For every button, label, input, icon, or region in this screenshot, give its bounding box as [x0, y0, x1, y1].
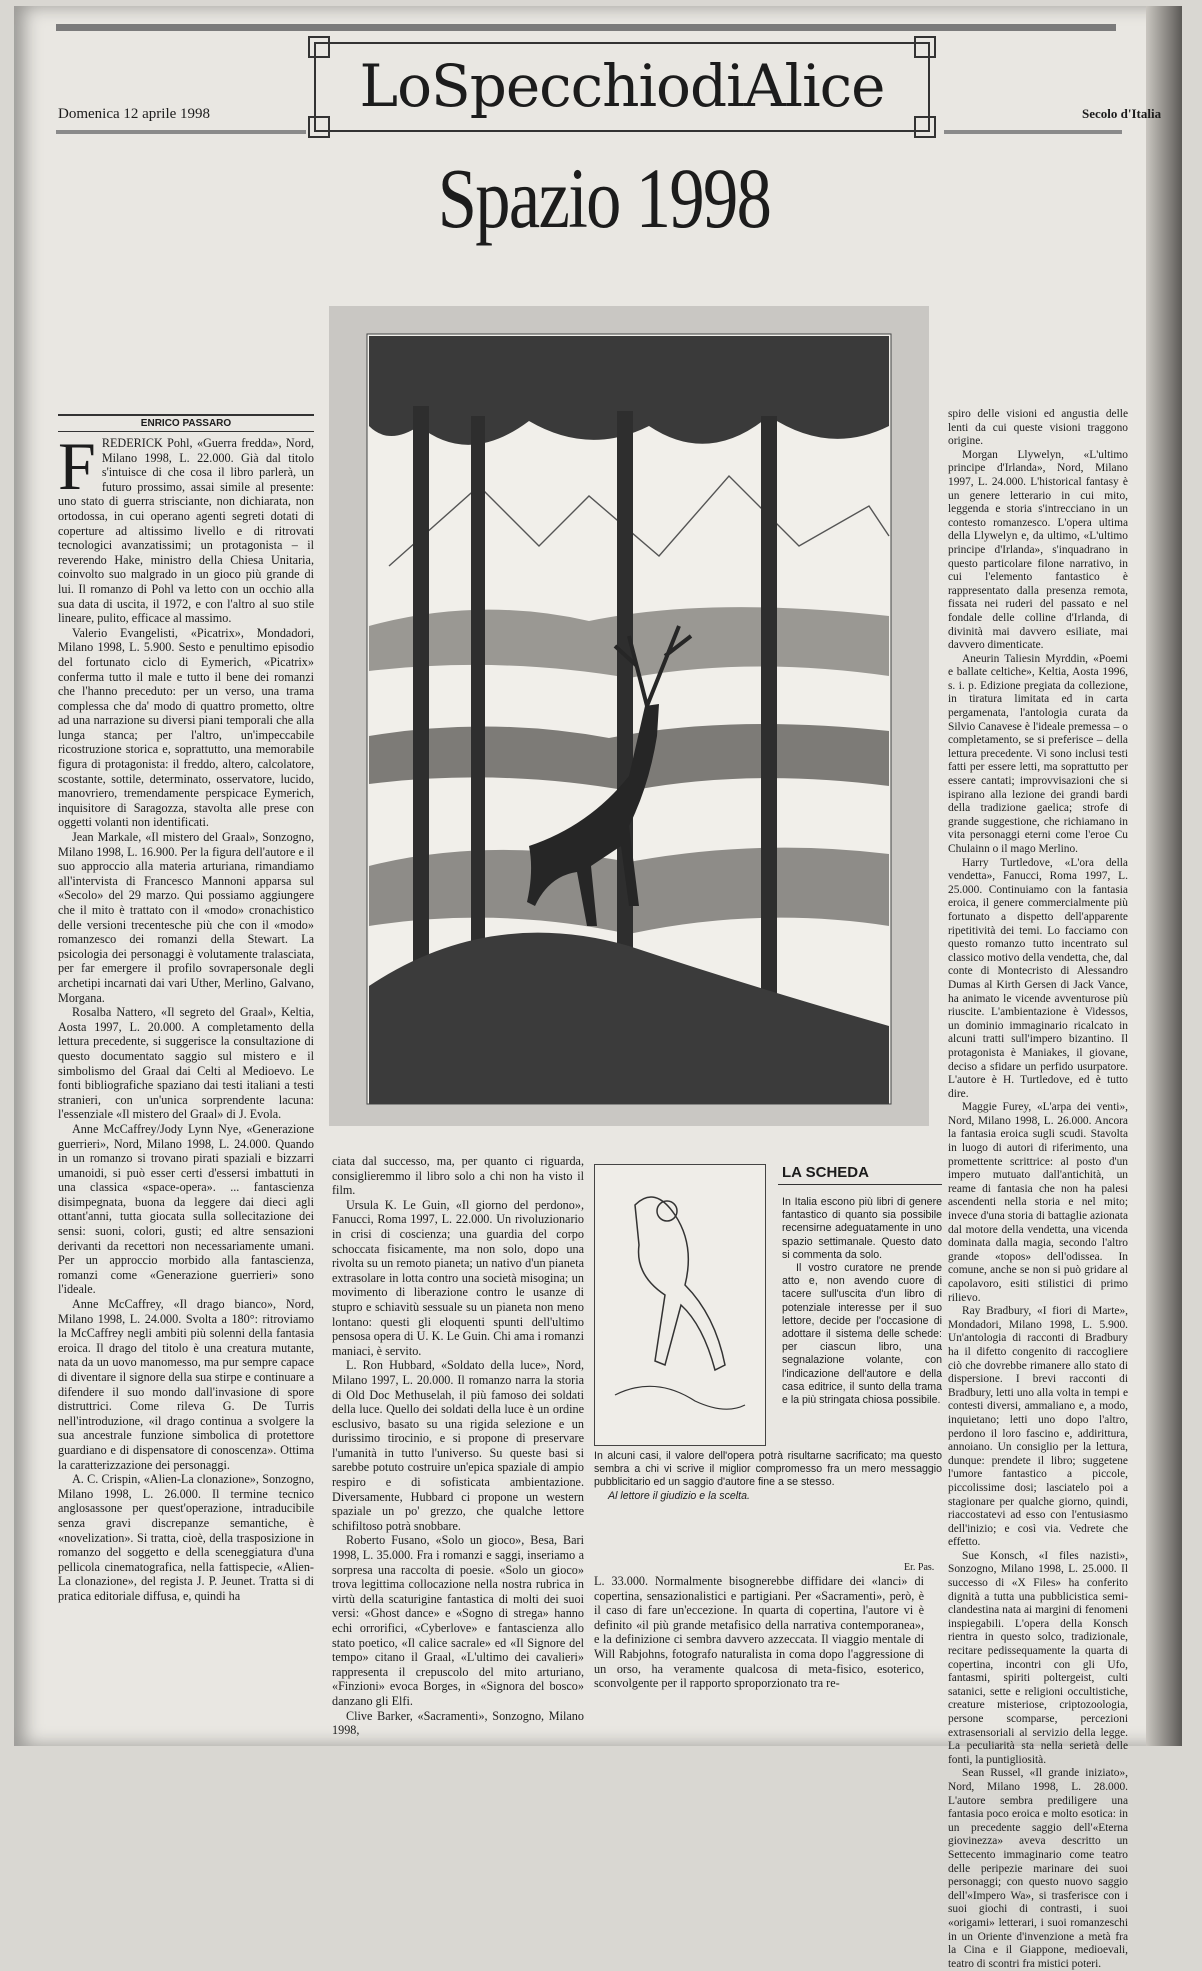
review-paragraph: spiro delle visioni ed angustia delle lenti da cui queste visioni traggono origine. [948, 408, 1128, 448]
review-paragraph: Roberto Fusano, «Solo un gioco», Besa, Bari 1998, L. 35.000. Fra i romanzi e saggi, inseriamo a sorpresa una raccolta di poesie. «Solo un gioco» trova legittima collocazione nella nostra rubrica in virtù della scaturigine fantastica di molti dei suoi versi: «Ghost dance» e «Sogno di strega» hanno echi orrorifici, «Cyberlove» e fantascienza allo stato poetico, «Il calice sacrale» ed «Il Signore del tempo» citano il Graal, «L'ultimo dei cavalieri» rappresenta il crepuscolo del mito arturiano, «Finzioni» evoca Borges, in «Signora del bosco» danzano gli Elfi. [332, 1533, 584, 1708]
review-paragraph: Clive Barker, «Sacramenti», Sonzogno, Milano 1998, [332, 1708, 584, 1738]
scheda-paragraph: Il vostro curatore ne prende atto e, non avendo cuore di tacere sull'uscita d'un libro di potenziale interesse per il suo lettore, decide per l'occasione di adottare il sistema delle schede: per ciascun libro, una segnalazione volante, con l'indicazione dell'autore e della casa editrice, il sunto della trama e la più stringata chiosa possibile. [782, 1262, 942, 1407]
ornament-corner [308, 36, 330, 58]
review-paragraph: L. Ron Hubbard, «Soldato della luce», Nord, Milano 1997, L. 20.000. Il romanzo narra la storia di Old Doc Methuselah, il più famoso dei soldati della luce. Quello dei soldati della luce è un ordine esclusivo, basato su una rigida selezione e un durissimo tirocinio, e si propone di preservare l'umanità in tutto l'universo. Su queste basi si sarebbe potuto costruire un'epica spaziale di ampio respiro e di sofisticata ambientazione. Diversamente, Hubbard ci propone un western spaziale un po' grezzo, che qualche lettore schifiltoso potrà snobbare. [332, 1358, 584, 1533]
review-paragraph: Ray Bradbury, «I fiori di Marte», Mondadori, Milano 1998, L. 5.900. Un'antologia di racconti di Bradbury ha il difetto congenito di raccogliere ciò che dovrebbe rimanere allo stato di dispersione. I brevi racconti di Bradbury, letti uno alla volta in tempi e contesti diversi, ammaliano e, a modo, inquietano; letti uno dopo l'altro, perdono il loro fascino e, addirittura, annoiano. Un consiglio per la lettura, dunque: prendete il libro; suggetene l'umore fantastico a piccole, piccolissime dosi; lasciatelo poi a stagionare per qualche giorno, quindi, riaccostatevi ad esso con l'entusiasmo dell'inizio; e così via. Vedrete che effetto. [948, 1305, 1128, 1549]
review-paragraph: Valerio Evangelisti, «Picatrix», Mondadori, Milano 1998, L. 5.900. Sesto e penultimo episodio del fortunato ciclo di Eymerich, «Picatrix» conferma tutto il male e tutto il bene dei romanzi che l'hanno preceduto: per un verso, una trama complessa che da' modo di quattro prometto, oltre ad una narrazione su diversi piani temporali che alla lunga stanca; per l'altro, un'impeccabile ricostruzione storica e, soprattutto, una memorabile figura di protagonista: il freddo, altero, calcolatore, scostante, sottile, determinato, osservatore, lucido, manovriero, tremendamente perspicace Eymerich, inquisitore di Saragozza, stavolta alle prese con oggetti volanti non identificati. [58, 625, 314, 830]
scheda-rule [778, 1184, 942, 1185]
newspaper-page [14, 6, 1182, 1970]
page-headline: Spazio 1998 [437, 150, 771, 246]
newspaper-underline [944, 130, 1122, 134]
top-rule [56, 24, 1116, 31]
review-paragraph: ciata dal successo, ma, per quanto ci riguarda, consiglieremmo il libro solo a chi non ha visto il film. [332, 1154, 584, 1198]
date-underline [56, 130, 306, 134]
section-masthead [314, 42, 930, 132]
scheda-title: LA SCHEDA [782, 1164, 869, 1181]
review-paragraph: Harry Turtledove, «L'ora della vendetta», Fanucci, Roma 1997, L. 25.000. Continuiamo con la fantasia eroica, il genere commercialmente più fortunato a dispetto dell'apparente ripetitività dei temi. Lo facciamo con questo romanzo tutto incentrato sul classico motivo della vendetta, che, dal conte di Montecristo di Alessandro Dumas al Kirth Gersen di Jack Vance, ha animato le vicende avventurose più riuscite. L'ambientazione è Videssos, un dominio immaginario ricalcato in alcuni tratti sull'impero bizantino. Il protagonista è Maniakes, il giovane, deciso a sfidare un perfido usurpatore. L'autore è H. Turtledove, ed è tutto dire. [948, 856, 1128, 1100]
scheda-box-text [782, 1196, 942, 1446]
article-column-1 [58, 428, 314, 1736]
article-column-4 [948, 408, 1128, 1970]
scheda-continuation [594, 1450, 942, 1554]
review-paragraph: Sue Konsch, «I files nazisti», Sonzogno, Milano 1998, L. 25.000. Il successo di «X Files» ha conferito dignità a tutta una pubblicistica semi-clandestina nata ai margini di fenomeni inspiegabili. L'opera della Konsch rientra in questo solco, tradizionale, recitare pedissequamente la quarta di copertina, incontri con gli Ufo, fantasmi, spiriti poltergeist, culti satanici, sette e religioni occultistiche, creature misteriose, criptozoologia, persone scomparse, percezioni extrasensoriali al servizio della legge. La peculiarità sta nella serietà delle fonti, la puntigliosità. [948, 1549, 1128, 1766]
byline: ENRICO PASSARO [58, 414, 314, 432]
scheda-illustration [594, 1164, 766, 1446]
stag-forest-illustration [329, 306, 929, 1126]
drop-cap: F [58, 428, 96, 504]
review-paragraph: Sean Russel, «Il grande iniziato», Nord, Milano 1998, L. 28.000. L'autore sembra prediligere una fantasia poco eroica e molto esotica: in un precedente saggio dell'«Eterna giovinezza» aveva descritto un Settecento immaginario come teatro delle peripezie marinare dei suoi personaggi; con questo nuovo saggio dell'«Impero Wa», si trasferisce con i suoi giochi di contrasti, i suoi «origami» letterari, i suoi romanzeschi in un Oriente d'invenzione a metà fra la Cina e il Giappone, medioevali, teatro di scontri fra mistici poteri. [948, 1767, 1128, 1970]
review-paragraph: Ursula K. Le Guin, «Il giorno del perdono», Fanucci, Roma 1997, L. 22.000. Un rivoluzionario in crisi di coscienza; una guardia del corpo schoccata fisicamente, ma non solo, dopo una rivolta su un remoto pianeta; un nativo d'un pianeta extrasolare in lotta contro una società misogina; un movimento di liberazione contro le usanze di stupro e schiavitù sessuale su un pianeta non meno lontano: questi gli eloquenti spunti dell'ultimo pensosa opera di U. K. Le Guin. Chi ama i romanzi maniaci, è servito. [332, 1197, 584, 1358]
article-column-2 [332, 1154, 584, 1736]
ornament-corner [914, 116, 936, 138]
ornament-corner [914, 36, 936, 58]
article-column-3 [594, 1574, 924, 1734]
review-paragraph: Anne McCaffrey, «Il drago bianco», Nord, Milano 1998, L. 24.000. Svolta a 180°: ritroviamo la McCaffrey negli ambiti più solenni della fantasia eroica. Il drago del titolo è una creatura mutante, nata da un uovo manomesso, ma pur sempre capace di diventare il signore della sua stirpe e continuare a difendere il suo mondo dall'invasione di spore distruttrici. Come rileva G. De Turris nell'introduzione, «il drago continua a svolgere la sua ancestrale funzione simbolica di protettore guardiano e di dispensatore di conoscenza». Ottima la caratterizzazione dei personaggi. [58, 1297, 314, 1472]
review-paragraph: REDERICK Pohl, «Guerra fredda», Nord, Milano 1998, L. 22.000. Già dal titolo s'intuisce di che cosa il libro parlerà, un futuro prossimo, assai simile al presente: uno stato di guerra strisciante, non dichiarata, non ortodossa, in cui operano agenti segreti dotati di coperture ad altissimo livello e di ritrovati tecnologici avanzatissimi; un protagonista – il reverendo Hake, ministro della Chiesa Unitaria, coinvolto suo malgrado in un gioco più grande di lui. Il romanzo di Pohl va letto con un occhio alla sua data di uscita, il 1972, e con l'altro al suo stile lineare, pulito, efficace al massimo. [58, 436, 314, 626]
review-paragraph: Anne McCaffrey/Jody Lynn Nye, «Generazione guerrieri», Nord, Milano 1998, L. 24.000. Quando in un romanzo si trovano pirati spaziali e bizzarri umanoidi, si può esser certi d'essersi imbattuti in una classica «space-opera». ... fantascienza disimpegnata, buona da leggere dai dieci agli ottant'anni, tutta giocata sulla sollecitazione dei sensi: suoni, colori, gusti; ed altre sensazioni derivanti da recettori non necessariamente umani. Per un approccio morbido alla fantascienza, romanzi come «Generazione guerrieri» sono l'ideale. [58, 1121, 314, 1297]
masthead-title: LoSpecchiodiAlice [359, 52, 885, 120]
scheda-paragraph: In alcuni casi, il valore dell'opera potrà risultarne sacrificato; ma questo sembra a chi vi scrive il miglior compromesso fra un mero messaggio pubblicitario ed un saggio d'autore fine a se stesso. [594, 1450, 942, 1489]
review-paragraph: Maggie Furey, «L'arpa dei venti», Nord, Milano 1998, L. 26.000. Ancora la fantasia eroica sugli scudi. Stavolta in luogo di autori di riferimento, una promettente scrittrice: al posto d'un impero mutuato dall'antichità, un reame di fantasia che non ha palesi ascendenti nella storia e nel mito; invece d'una storia di battaglie azionata dal motore della vendetta, una vicenda dominata dalla magia, secondo l'altro grande «topos» dell'odissea. In comune, anche se non si può gridare al capolavoro, esiti stilistici di primo rilievo. [948, 1101, 1128, 1304]
page-binding-shadow [1146, 6, 1182, 1746]
ornament-corner [308, 116, 330, 138]
newspaper-name: Secolo d'Italia [1082, 106, 1162, 121]
scheda-paragraph: Al lettore il giudizio e la scelta. [608, 1489, 750, 1502]
review-paragraph: Morgan Llywelyn, «L'ultimo principe d'Irlanda», Nord, Milano 1997, L. 24.000. L'historical fantasy è un genere letterario in cui mito, leggenda e storia s'intrecciano in un contesto romanzesco. L'opera ultima della Llywelyn e, da ultimo, «L'ultimo principe d'Irlanda», s'inquadrano in questo particolare filone narrativo, in cui l'elemento fantastico è rappresentato dalla presenza remota, fissata nei ruderi del passato e nel fondale delle colline d'Irlanda, di divinità mai davvero esiliate, mai davvero dimenticate. [948, 448, 1128, 652]
scheda-paragraph: In Italia escono più libri di genere fantastico di quanto sia possibile recensirne adeguatamente in uno spazio settimanale. Questo dato si commenta da solo. [782, 1196, 942, 1261]
issue-date: Domenica 12 aprile 1998 [58, 106, 211, 122]
review-paragraph: Jean Markale, «Il mistero del Graal», Sonzogno, Milano 1998, L. 16.900. Per la figura dell'autore e il suo approccio alla materia arturiana, rimandiamo all'intervista di Francesco Mannoni apparsa sul «Secolo» del 29 marzo. Qui possiamo aggiungere che il mito è trattato con il «modo» cronachistico delle versioni trecentesche più che con il «modo» romanzesco dei romanzi della Stewart. La psicologia dei personaggi è volutamente tralasciata, per far emergere il profilo sovrapersonale degli archetipi incarnati dai vari Uther, Merlino, Galvano, Morgana. [58, 830, 314, 1005]
review-paragraph: Aneurin Taliesin Myrddin, «Poemi e ballate celtiche», Keltia, Aosta 1996, s. i. p. Edizione pregiata da collezione, in tiratura limitata ed in carta pergamenata, l'antologia curata da Silvio Canavese è l'ideale premessa – o completamento, se si preferisce – della lettura precedente. Vi sono inclusi testi fatti per essere letti, ma soprattutto per essere cantati; improvvisazioni che si ispirano alla lezione dei grandi bardi della tradizione gaelica; strofe di grande suggestione, che richiamano in vita personaggi eterni come l'eroe Cu Chulainn o il mago Merlino. [948, 652, 1128, 855]
review-paragraph: Rosalba Nattero, «Il segreto del Graal», Keltia, Aosta 1997, L. 20.000. A completamento della lettura precedente, si suggerisce la consultazione di questo documentato saggio sul mistero e il simbolismo del Graal dai Celti al Medioevo. Le fonti bibliografiche spaziano dai testi italiani a testi stranieri, con un'unica sorprendente lacuna: l'essenziale «Il mistero del Graal» di J. Evola. [58, 1005, 314, 1122]
review-paragraph: L. 33.000. Normalmente bisognerebbe diffidare dei «lanci» di copertina, sensazionalistici e partigiani. Per «Sacramenti», però, è il caso di fare un'eccezione. In quarta di copertina, l'autore vi è definito «il più grande metafisico della narrativa contemporanea», e la definizione ci sembra davvero azzeccata. Il viaggio mentale di Will Rabjohns, fotografo naturalista in coma dopo l'aggressione di un orso, ha veramente qualcosa di meta-fisico, esoterico, sconvolgente per il rapporto sproporzionato tra re- [594, 1574, 924, 1691]
figure-drawing [595, 1165, 765, 1445]
review-paragraph: A. C. Crispin, «Alien-La clonazione», Sonzogno, Milano 1998, L. 26.000. Il termine tecnico anglosassone per quest'operazione, intraducibile senza gravi discrepanze semantiche, è «novelization». Si tratta, cioè, della trasposizione in romanzo del soggetto e della sceneggiatura d'una pellicola cinematografica, nella fattispecie, «Alien-La clonazione», del regista J. P. Jeunet. Tratta si di pratica editoriale diffusa, e, quindi ha [58, 1472, 314, 1603]
scheda-signature: Er. Pas. [904, 1562, 935, 1573]
stag-forest-drawing [329, 306, 929, 1126]
